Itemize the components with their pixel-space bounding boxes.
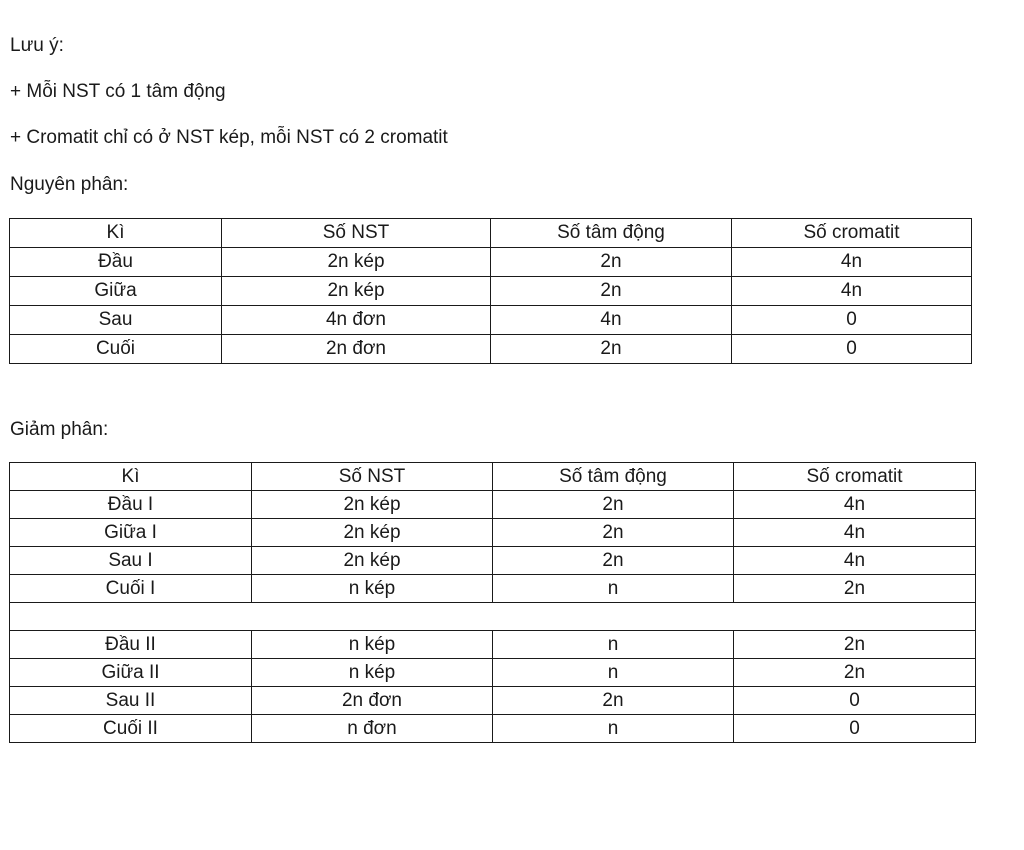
table-cell: 2n: [493, 519, 734, 547]
table-cell: n: [493, 631, 734, 659]
table-row: [10, 519, 976, 547]
table-cell: Giữa I: [10, 519, 252, 547]
spacer-cell: [10, 603, 976, 631]
table-cell: Giữa: [10, 277, 222, 306]
header-cell-centromere-count: Số tâm động: [493, 463, 734, 491]
table-cell: 2n kép: [252, 547, 493, 575]
table-row: [10, 631, 976, 659]
table-cell: 2n kép: [222, 277, 491, 306]
table-cell: 2n: [734, 575, 976, 603]
header-cell-chromosome-count: Số NST: [222, 219, 491, 248]
table-row: [10, 248, 972, 277]
table-cell: n: [493, 715, 734, 743]
table-header-row: [10, 463, 976, 491]
table-cell: n kép: [252, 631, 493, 659]
table-cell: 2n: [493, 687, 734, 715]
table-row: [10, 491, 976, 519]
table-cell: n đơn: [252, 715, 493, 743]
note-item-chromatid: + Cromatit chỉ có ở NST kép, mỗi NST có 2 cromatit: [10, 127, 448, 148]
table-header-row: [10, 219, 972, 248]
table-cell: n kép: [252, 659, 493, 687]
table-cell: 2n đơn: [222, 335, 491, 364]
table-cell: Sau: [10, 306, 222, 335]
table-cell: n: [493, 575, 734, 603]
table-cell: 4n: [734, 491, 976, 519]
table-cell: 0: [732, 335, 972, 364]
table-row: [10, 335, 972, 364]
table-cell: 0: [734, 715, 976, 743]
table-cell: 2n: [734, 659, 976, 687]
meiosis-heading: Giảm phân:: [10, 419, 109, 440]
table-cell: Giữa II: [10, 659, 252, 687]
table-cell: 2n: [491, 335, 732, 364]
meiosis-table: [9, 462, 976, 743]
table-cell: Cuối II: [10, 715, 252, 743]
header-cell-centromere-count: Số tâm động: [491, 219, 732, 248]
table-cell: Đầu II: [10, 631, 252, 659]
table-cell: 4n: [732, 248, 972, 277]
table-cell: n kép: [252, 575, 493, 603]
header-cell-phase: Kì: [10, 219, 222, 248]
table-cell: 4n đơn: [222, 306, 491, 335]
table-row: [10, 715, 976, 743]
table-cell: 4n: [734, 519, 976, 547]
mitosis-table: [9, 218, 972, 364]
table-row: [10, 659, 976, 687]
table-cell: 2n kép: [222, 248, 491, 277]
notes-heading: Lưu ý:: [10, 35, 64, 56]
table-row: [10, 306, 972, 335]
table-cell: 2n: [493, 547, 734, 575]
table-cell: Đầu: [10, 248, 222, 277]
table-cell: 2n: [491, 277, 732, 306]
table-cell: 2n: [491, 248, 732, 277]
header-cell-chromatid-count: Số cromatit: [734, 463, 976, 491]
table-cell: 2n: [493, 491, 734, 519]
table-cell: Đầu I: [10, 491, 252, 519]
table-row: [10, 687, 976, 715]
table-cell: 0: [734, 687, 976, 715]
table-cell: Cuối: [10, 335, 222, 364]
table-spacer-row: [10, 603, 976, 631]
header-cell-chromatid-count: Số cromatit: [732, 219, 972, 248]
table-cell: 4n: [734, 547, 976, 575]
table-cell: 2n kép: [252, 491, 493, 519]
table-row: [10, 277, 972, 306]
table-cell: Sau I: [10, 547, 252, 575]
table-cell: 0: [732, 306, 972, 335]
table-cell: 2n đơn: [252, 687, 493, 715]
note-item-centromere: + Mỗi NST có 1 tâm động: [10, 81, 226, 102]
table-cell: n: [493, 659, 734, 687]
mitosis-heading: Nguyên phân:: [10, 174, 129, 195]
header-cell-phase: Kì: [10, 463, 252, 491]
table-cell: 2n kép: [252, 519, 493, 547]
table-cell: 2n: [734, 631, 976, 659]
table-row: [10, 575, 976, 603]
table-row: [10, 547, 976, 575]
table-cell: 4n: [491, 306, 732, 335]
table-cell: Cuối I: [10, 575, 252, 603]
header-cell-chromosome-count: Số NST: [252, 463, 493, 491]
table-cell: Sau II: [10, 687, 252, 715]
table-cell: 4n: [732, 277, 972, 306]
